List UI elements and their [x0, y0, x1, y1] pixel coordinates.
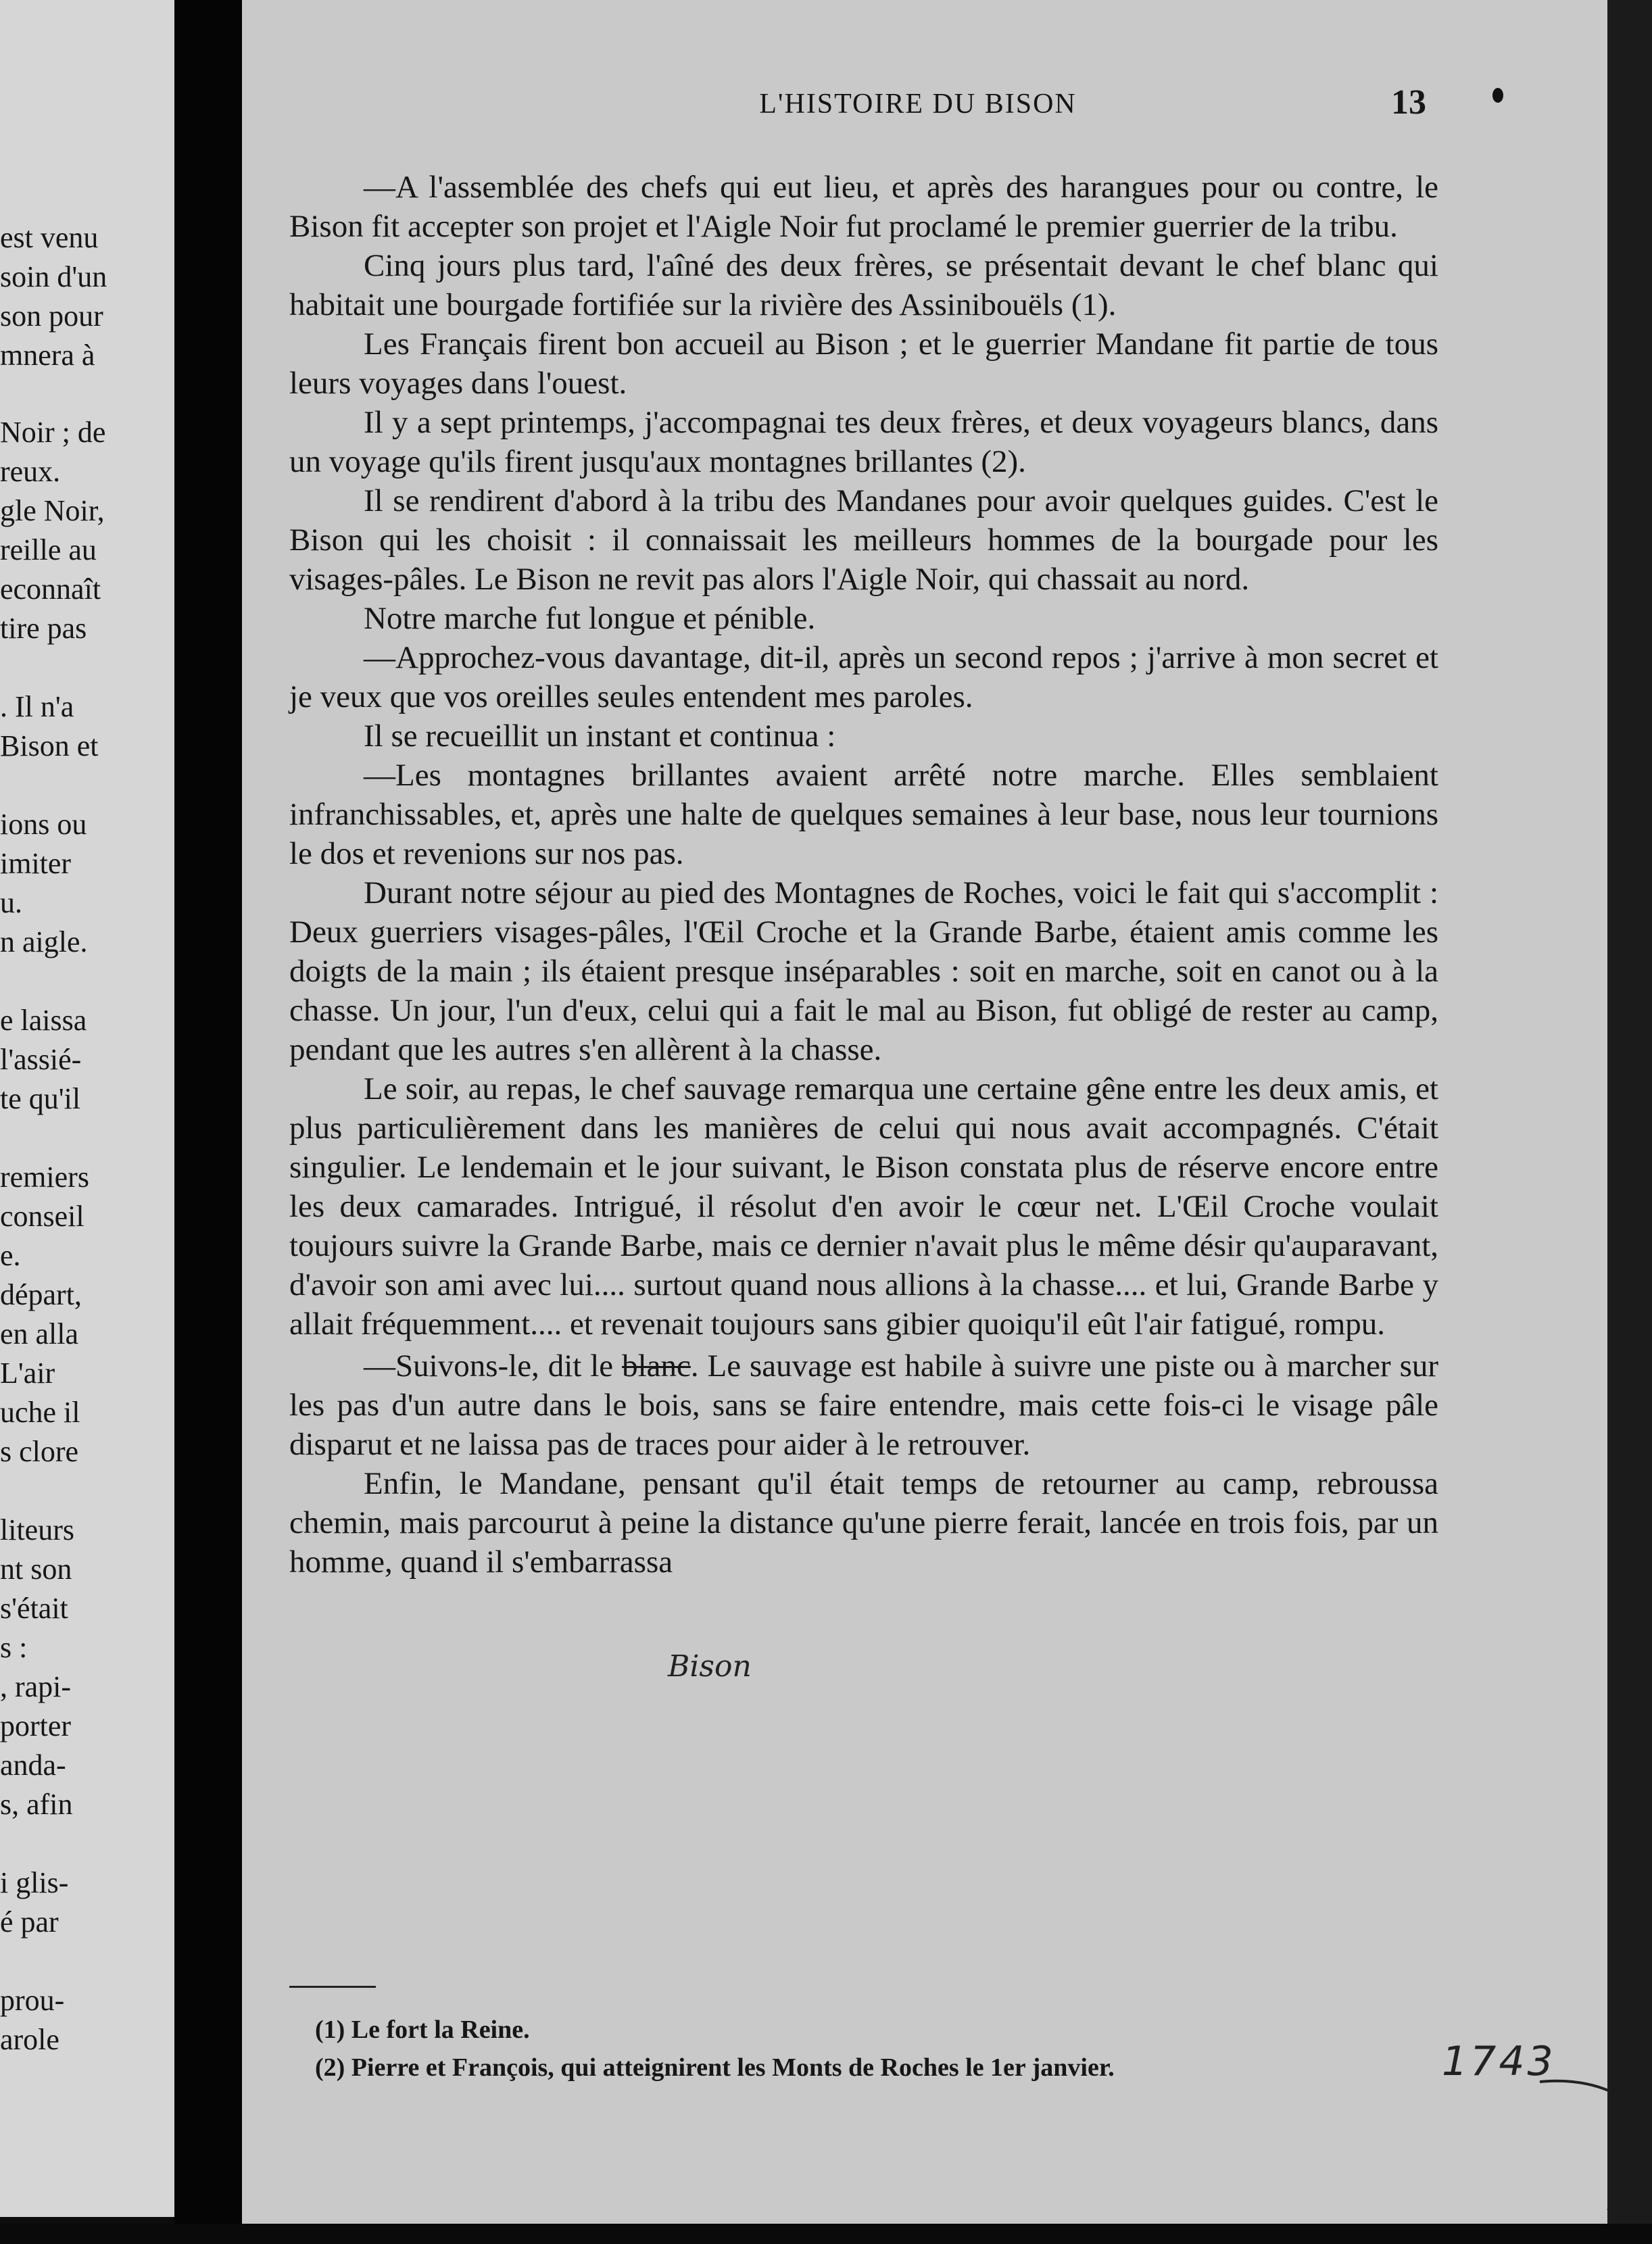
left-page-line: imiter	[0, 847, 72, 880]
left-page-line: liteurs	[0, 1513, 74, 1546]
left-page-line: e.	[0, 1239, 21, 1272]
left-page-line: porter	[0, 1709, 72, 1742]
footnotes	[315, 2011, 1532, 2087]
paragraph: Les Français firent bon accueil au Bison ; et le guerrier Mandane fit partie de tous leurs voyages dans l'ouest.	[289, 326, 1438, 401]
paragraph-text-after: . Le sauvage est habile à suivre une piste ou à marcher sur les pas d'un autre dans le bois, sans se faire entendre, mais cette fois-ci le visage pâle disparut et ne laissa pas de traces pour aider à le retrouver.	[289, 1348, 1439, 1462]
left-page-line: Bison et	[0, 729, 99, 762]
left-page-line: tire pas	[0, 612, 87, 645]
left-page-line: son pour	[0, 299, 103, 333]
ink-dot-mark	[1492, 88, 1503, 103]
handwritten-year: 1743	[1442, 2038, 1556, 2085]
left-page-line: arole	[0, 2023, 59, 2056]
paragraph: —A l'assemblée des chefs qui eut lieu, et après des harangues pour ou contre, le Bison fit accepter son projet et l'Aigle Noir fut proclamé le premier guerrier de la tribu.	[289, 170, 1438, 244]
paragraph-text-before: —Suivons-le, dit le	[364, 1348, 623, 1384]
left-page-line: s, afin	[0, 1788, 73, 1821]
left-page-line: , rapi-	[0, 1670, 72, 1703]
left-page-line: Noir ; de	[0, 416, 106, 449]
left-page-line: é par	[0, 1905, 59, 1938]
left-page-line: econnaît	[0, 572, 101, 606]
left-page-line: gle Noir,	[0, 494, 105, 527]
struck-word: blanc	[622, 1348, 691, 1384]
left-page-line: est venu	[0, 221, 99, 254]
left-page-line: s'était	[0, 1592, 68, 1625]
left-page-line: conseil	[0, 1200, 84, 1233]
page-bottom-edge	[0, 2224, 1652, 2244]
paragraph: Notre marche fut longue et pénible.	[364, 601, 816, 636]
page-gutter	[174, 0, 242, 2244]
left-page-line: uche il	[0, 1396, 80, 1429]
body-text	[289, 168, 1438, 1582]
page-right-edge	[1607, 0, 1652, 2244]
left-page-line: en alla	[0, 1317, 79, 1350]
running-title: L'HISTOIRE DU BISON	[759, 89, 1077, 120]
left-page-line: i glis-	[0, 1866, 69, 1899]
main-page	[242, 0, 1607, 2224]
left-page-line: u.	[0, 886, 22, 919]
left-page-line: s :	[0, 1631, 28, 1664]
paragraph: Il y a sept printemps, j'accompagnai tes deux frères, et deux voyageurs blancs, dans un voyage qu'ils firent jusqu'aux montagnes brillantes (2).	[289, 405, 1438, 479]
footnote-rule	[289, 1986, 376, 1988]
paragraph: Il se recueillit un instant et continua :	[364, 718, 836, 754]
footnote: (2) Pierre et François, qui atteignirent les Monts de Roches le 1er janvier.	[315, 2053, 1115, 2082]
left-page-line: L'air	[0, 1357, 55, 1390]
page-header	[242, 83, 1607, 128]
paragraph: Il se rendirent d'abord à la tribu des Mandanes pour avoir quelques guides. C'est le Bison qui les choisit : il connaissait les meilleurs hommes de la bourgade pour les visages-pâles. Le Bison ne revit pas alors l'Aigle Noir, qui chassait au nord.	[289, 483, 1438, 597]
paragraph: Enfin, le Mandane, pensant qu'il était temps de retourner au camp, rebroussa chemin, mais parcourut à peine la distance qu'une pierre ferait, lancée en trois fois, par un homme, quand il s'embarrassa	[289, 1466, 1438, 1580]
left-page-line: reille au	[0, 533, 97, 566]
handwritten-correction: Bison	[668, 1649, 752, 1684]
left-page-line: prou-	[0, 1984, 65, 2017]
left-page-line: mnera à	[0, 339, 95, 372]
left-page-line: soin d'un	[0, 260, 107, 293]
left-facing-page	[0, 0, 174, 2217]
left-page-line: e laissa	[0, 1004, 87, 1037]
left-page-line: te qu'il	[0, 1082, 81, 1115]
left-page-line: . Il n'a	[0, 690, 74, 723]
paragraph: —Approchez-vous davantage, dit-il, après un second repos ; j'arrive à mon secret et je veux que vos oreilles seules entendent mes paroles.	[289, 640, 1438, 714]
left-page-line: reux.	[0, 455, 61, 488]
paragraph: Cinq jours plus tard, l'aîné des deux frères, se présentait devant le chef blanc qui habitait une bourgade fortifiée sur la rivière des Assinibouëls (1).	[289, 248, 1438, 322]
left-page-line: nt son	[0, 1553, 72, 1586]
left-page-line: départ,	[0, 1278, 82, 1311]
left-page-line: l'assié-	[0, 1043, 82, 1076]
paragraph: Le soir, au repas, le chef sauvage remarqua une certaine gêne entre les deux amis, et plus particulièrement dans les manières de celui qui nous avait accompagnés. C'était singulier. Le lendemain et le jour suivant, le Bison constata plus de réserve encore entre les deux camarades. Intrigué, il résolut d'en avoir le cœur net. L'Œil Croche voulait toujours suivre la Grande Barbe, mais ce dernier n'avait plus le même désir qu'auparavant, d'avoir son ami avec lui.... surtout quand nous allions à la chasse.... et lui, Grande Barbe y allait fréquemment.... et revenait toujours sans gibier quoiqu'il eût l'air fatigué, rompu.	[289, 1071, 1438, 1342]
left-page-line: s clore	[0, 1435, 79, 1468]
left-page-line: n aigle.	[0, 925, 88, 958]
paragraph: —Les montagnes brillantes avaient arrêté notre marche. Elles semblaient infranchissables, et, après une halte de quelques semaines à leur base, nous leur tournions le dos et revenions sur nos pas.	[289, 758, 1438, 871]
left-page-line: ions ou	[0, 808, 87, 841]
left-page-line: remiers	[0, 1161, 89, 1194]
left-page-line: anda-	[0, 1749, 66, 1782]
page-number: 13	[1391, 83, 1426, 122]
footnote: (1) Le fort la Reine.	[315, 2016, 530, 2044]
paragraph: Durant notre séjour au pied des Montagnes de Roches, voici le fait qui s'accomplit : Deux guerriers visages-pâles, l'Œil Croche et la Grande Barbe, étaient amis comme les doigts de la main ; ils étaient presque inséparables : soit en marche, soit en canot ou à la chasse. Un jour, l'un d'eux, celui qui a fait le mal au Bison, fut obligé de rester au camp, pendant que les autres s'en allèrent à la chasse.	[289, 875, 1438, 1067]
paragraph-with-correction	[289, 1346, 1438, 1464]
